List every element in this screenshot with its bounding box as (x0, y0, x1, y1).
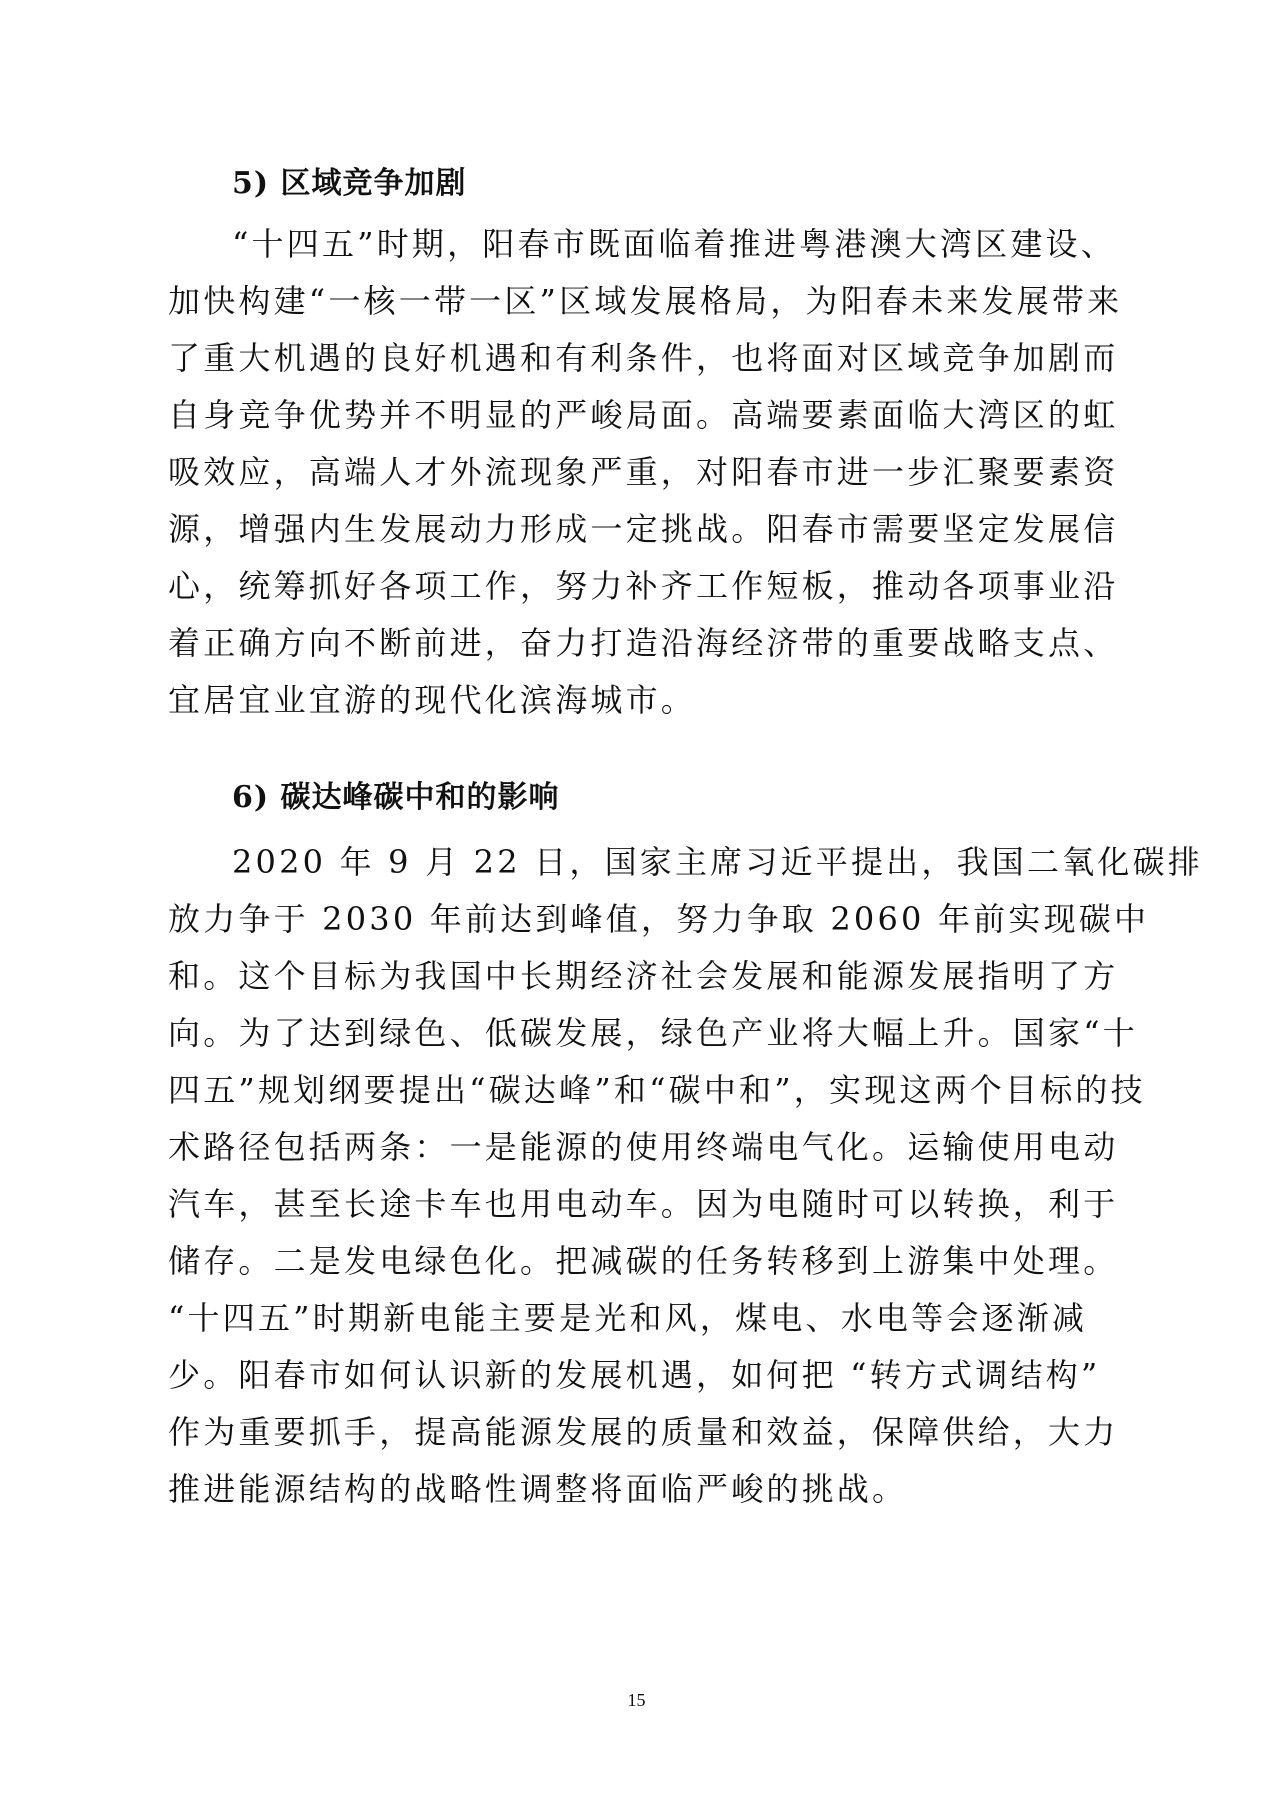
paragraph-line: 源，增强内生发展动力形成一定挑战。阳春市需要坚定发展信 (168, 510, 1119, 548)
paragraph-line: 了重大机遇的良好机遇和有利条件，也将面对区域竞争加剧而 (168, 339, 1119, 377)
paragraph-line: 四五”规划纲要提出“碳达峰”和“碳中和”，实现这两个目标的技 (168, 1071, 1146, 1109)
paragraph-line: 心，统筹抓好各项工作，努力补齐工作短板，推动各项事业沿 (168, 567, 1119, 605)
paragraph-line: 推进能源结构的战略性调整将面临严峻的挑战。 (168, 1470, 908, 1508)
paragraph-line: 宜居宜业宜游的现代化滨海城市。 (168, 681, 697, 719)
paragraph-line: “十四五”时期新电能主要是光和风，煤电、水电等会逐渐减 (168, 1299, 1088, 1337)
paragraph-line: 储存。二是发电绿色化。把减碳的任务转移到上游集中处理。 (168, 1242, 1119, 1280)
paragraph-line: 放力争于 2030 年前达到峰值，努力争取 2060 年前实现碳中 (168, 900, 1150, 938)
paragraph-line: 2020 年 9 月 22 日，国家主席习近平提出，我国二氧化碳排 (232, 843, 1203, 881)
paragraph-line: 着正确方向不断前进，奋力打造沿海经济带的重要战略支点、 (168, 624, 1119, 662)
paragraph-line: 和。这个目标为我国中长期经济社会发展和能源发展指明了方 (168, 957, 1119, 995)
paragraph-line: 术路径包括两条：一是能源的使用终端电气化。运输使用电动 (168, 1128, 1119, 1166)
paragraph-line: 吸效应，高端人才外流现象严重，对阳春市进一步汇聚要素资 (168, 453, 1119, 491)
paragraph-line: 作为重要抓手，提高能源发展的质量和效益，保障供给，大力 (168, 1413, 1119, 1451)
section-heading: 5) 区域竞争加剧 (232, 166, 467, 201)
paragraph-line: 加快构建“一核一带一区”区域发展格局，为阳春未来发展带来 (168, 282, 1123, 320)
paragraph-line: 少。阳春市如何认识新的发展机遇，如何把 “转方式调结构” (168, 1356, 1101, 1394)
paragraph-line: 汽车，甚至长途卡车也用电动车。因为电随时可以转换，利于 (168, 1185, 1119, 1223)
paragraph-line: 自身竞争优势并不明显的严峻局面。高端要素面临大湾区的虹 (168, 396, 1119, 434)
paragraph-line: “十四五”时期，阳春市既面临着推进粤港澳大湾区建设、 (232, 225, 1116, 263)
paragraph-line: 向。为了达到绿色、低碳发展，绿色产业将大幅上升。国家“十 (168, 1014, 1138, 1052)
page-number: 15 (627, 1690, 646, 1710)
section-heading: 6) 碳达峰碳中和的影响 (232, 780, 560, 815)
